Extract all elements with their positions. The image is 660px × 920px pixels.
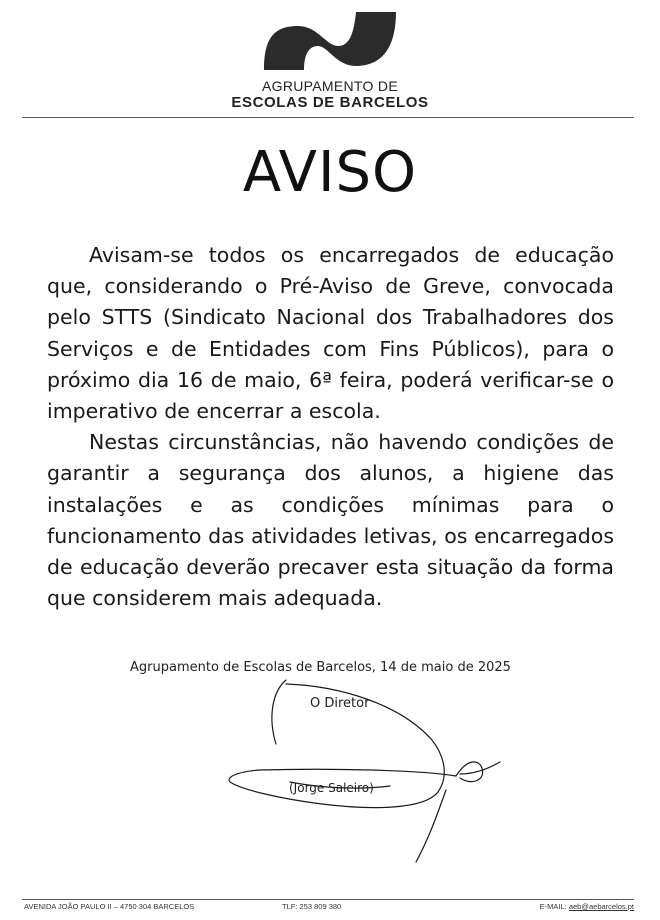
footer-divider	[22, 899, 634, 900]
footer-address: AVENIDA JOÃO PAULO II – 4750 304 BARCELOS	[24, 902, 195, 911]
dateline: Agrupamento de Escolas de Barcelos, 14 de maio de 2025	[130, 660, 511, 675]
footer-email-link[interactable]: aeb@aebarcelos.pt	[568, 902, 634, 911]
org-name-line2: ESCOLAS DE BARCELOS	[231, 94, 429, 111]
handwritten-signature	[220, 678, 520, 868]
notice-paragraph-2: Nestas circunstâncias, não havendo condições de garantir a segurança dos alunos, a higiene das instalações e as condições mínimas para o funcionamento das atividades letivas, os encarregados de educação deverão precaver esta situação da forma que considerem mais adequada.	[47, 430, 614, 611]
notice-paragraph-1: Avisam-se todos os encarregados de educação que, considerando o Pré-Aviso de Greve, convocada pelo STTS (Sindicato Nacional dos Trabalhadores dos Serviços e de Entidades com Fins Públicos), para o próximo dia 16 de maio, 6ª feira, poderá verificar-se o imperativo de encerrar a escola.	[47, 243, 614, 424]
footer-email-label: E-MAIL:	[539, 902, 567, 911]
director-name: (Jorge Saleiro)	[289, 781, 374, 795]
footer-email	[540, 902, 634, 911]
notice-title: AVISO	[242, 140, 418, 205]
org-name-line1: AGRUPAMENTO DE	[262, 78, 398, 94]
wave-logo-icon	[262, 8, 398, 72]
notice-body	[47, 240, 614, 614]
director-role: O Diretor	[310, 696, 370, 711]
footer-phone: TLF: 253 809 380	[282, 902, 342, 911]
header-divider	[22, 117, 634, 118]
